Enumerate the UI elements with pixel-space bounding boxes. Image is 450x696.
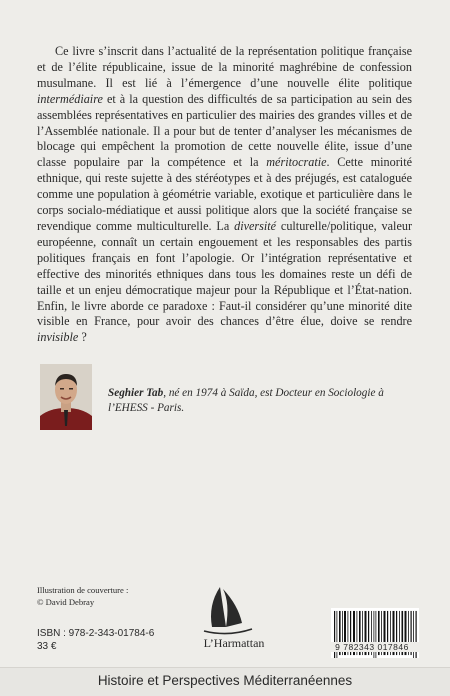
author-portrait-image	[40, 364, 92, 430]
blurb-segment: culturelle/politique, valeur européenne, connaît un certain engouement et les responsables des partis politiques français en font l’apologie. Or l’intégration représentative et effective des minorités ethniques dans tous les domaines reste un défi de taille et un enjeu démocratique majeur pour la République et l’État-nation. Enfin, le livre aborde ce paradoxe : Faut-il considérer qu’une minorité dite visible en France, pour avoir des chances d’être élue, doive se rendre	[37, 218, 413, 329]
blurb-emphasis: invisible	[37, 330, 79, 345]
series-title: Histoire et Perspectives Méditerranéennes	[97, 673, 353, 688]
blurb-segment: et à la question des difficultés de sa participation au sein des assemblées représentatives en particulier des mairies des grandes villes et de l’Assemblée nationale. Il a pour but de tenter d’analyser les mécanismes de blocage qui empêchent la promotion de cette nouvelle élite, issue d’une classe populaire par la compétence et la	[37, 91, 412, 170]
author-bio	[108, 386, 420, 416]
isbn: ISBN : 978-2-343-01784-6	[37, 628, 155, 639]
blurb-segment: . Cette minorité ethnique, qui reste sujette à des stéréotypes et à des préjugés, est cataloguée comme une population à géométrie variable, exotique et particulière dans le corps socialo-médiatique et aussi politique alors que la société française se revendique comme multiculturelle. La	[37, 155, 412, 233]
author-photo	[40, 364, 92, 430]
credits-name: © David Debray	[37, 596, 95, 607]
blurb-segment: ?	[78, 330, 87, 345]
blurb-segment: Ce livre s’inscrit dans l’actualité de la représentation politique française et de l’élite républicaine, issue de la minorité maghrébine de confession musulmane. Il est lié à l’émergence d’une nouvelle élite politique	[37, 44, 412, 90]
author-name: Seghier Tab	[108, 387, 164, 399]
publisher-name: L’Harmattan	[203, 636, 265, 650]
blurb-emphasis: intermédiaire	[37, 91, 103, 106]
blurb-emphasis: méritocratie	[266, 155, 327, 170]
author-bio-text: , né en 1974 à Saïda, est Docteur en Sociologie à l’EHESS - Paris.	[108, 387, 384, 414]
credits-label: Illustration de couverture :	[37, 585, 129, 595]
blurb-text	[37, 44, 412, 346]
blurb-paragraph	[37, 44, 412, 346]
cover-credits	[37, 585, 128, 608]
price: 33 €	[37, 641, 57, 652]
barcode-number: 9 782343 017846	[322, 642, 422, 652]
blurb-emphasis: diversité	[234, 218, 277, 233]
